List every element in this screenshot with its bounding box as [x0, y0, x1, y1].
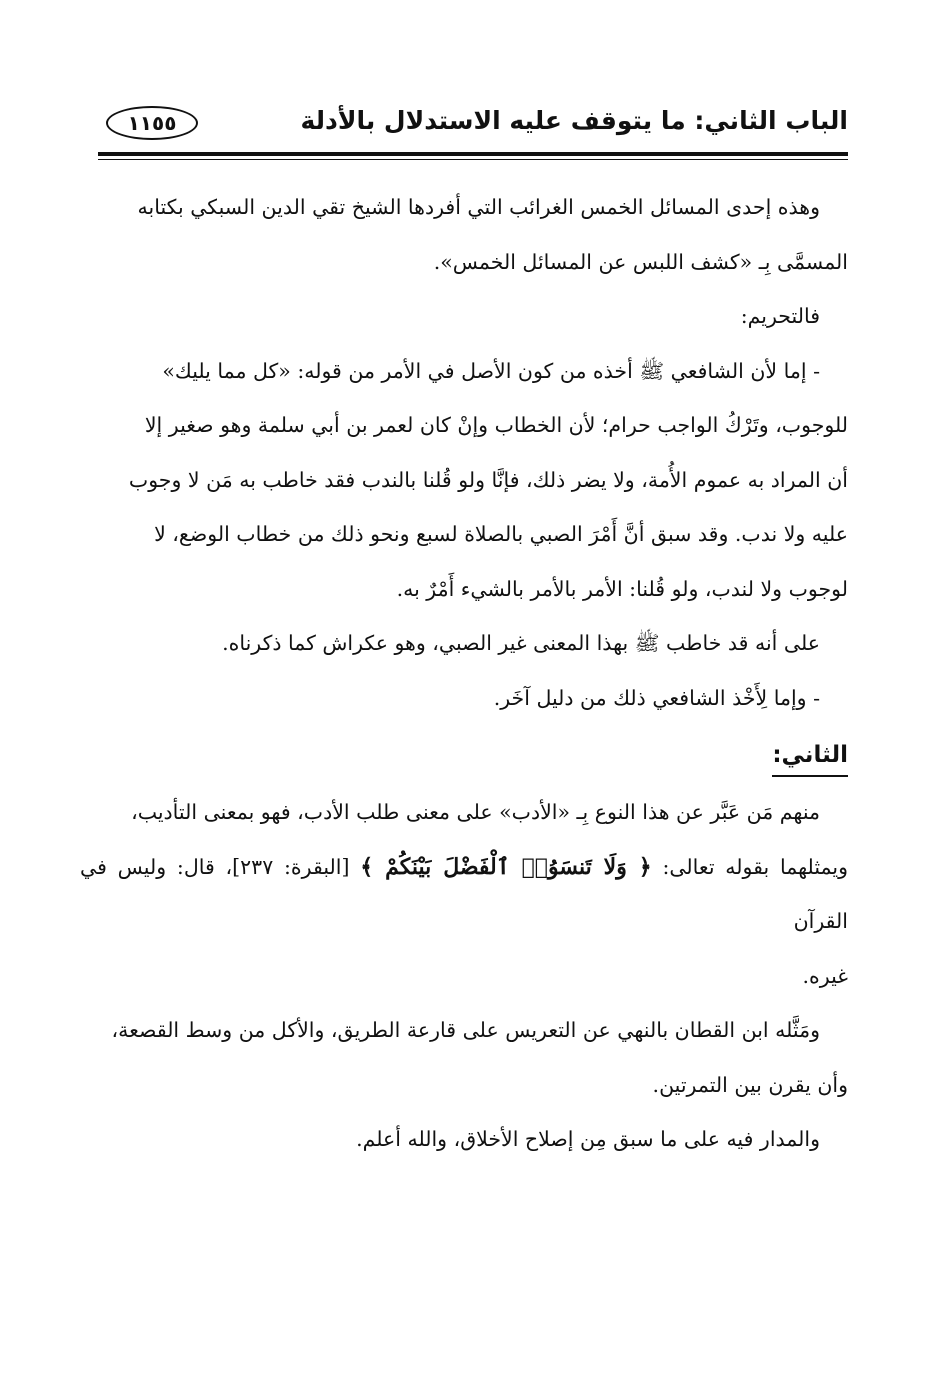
header-rule-thin	[98, 159, 848, 160]
text-segment: [البقرة: ٢٣٧]، قال: وليس في القرآن	[80, 854, 848, 933]
paragraph-line: لوجوب ولا لندب، ولو قُلنا: الأمر بالأمر بالشيء أَمْرٌ به.	[396, 576, 848, 601]
page-body	[80, 180, 848, 1167]
paragraph-line: وهذه إحدى المسائل الخمس الغرائب التي أفردها الشيخ تقي الدين السبكي بكتابه	[137, 195, 820, 219]
paragraph: على أنه قد خاطب ﷺ بهذا المعنى غير الصبي، وهو عكراش كما ذكرناه.	[222, 631, 820, 655]
paragraph-line: ومَثَّله ابن القطان بالنهي عن التعريس على قارعة الطريق، والأكل من وسط القصعة،	[111, 1018, 820, 1042]
paragraph-line: أن المراد به عموم الأُمة، ولا يضر ذلك، فإنَّا ولو قُلنا بالندب فقد خاطب به مَن لا وجوب	[128, 467, 848, 492]
section-heading-wrap	[80, 725, 848, 785]
paragraph: والمدار فيه على ما سبق مِن إصلاح الأخلاق، والله أعلم.	[356, 1127, 820, 1151]
page-header	[92, 100, 848, 150]
page-number-badge: ١١٥٥	[106, 106, 198, 140]
paragraph-line: للوجوب، وتَرْكُ الواجب حرام؛ لأن الخطاب وإنْ كان لعمر بن أبي سلمة وهو صغير إلا	[144, 413, 848, 437]
paragraph-line: عليه ولا ندب. وقد سبق أنَّ أَمْرَ الصبي بالصلاة لسبع ونحو ذلك من خطاب الوضع، لا	[154, 522, 848, 546]
paragraph: فالتحريم:	[740, 304, 820, 328]
running-title: الباب الثاني: ما يتوقف عليه الاستدلال بالأدلة	[300, 106, 848, 135]
paragraph-line: وأن يقرن بين التمرتين.	[652, 1072, 848, 1097]
paragraph-line: منهم مَن عَبَّر عن هذا النوع بِـ «الأدب» على معنى طلب الأدب، فهو بمعنى التأديب،	[131, 800, 820, 824]
paragraph: - وإما لِأَخْذ الشافعي ذلك من دليل آخَر.	[493, 685, 820, 710]
paragraph-line: غيره.	[802, 963, 848, 988]
header-rule-thick	[98, 152, 848, 156]
paragraph-line	[80, 840, 848, 949]
text-segment: ويمثلهما بقوله تعالى:	[651, 854, 848, 879]
quran-verse: ﴿ وَلَا تَنسَوُا۟ ٱلْفَضْلَ بَيْنَكُمْ ﴾	[360, 853, 652, 880]
paragraph-line: - إما لأن الشافعي ﷺ أخذه من كون الأصل في الأمر من قوله: «كل مما يليك»	[162, 358, 820, 383]
paragraph-line: المسمَّى بِـ «كشف اللبس عن المسائل الخمس».	[433, 249, 848, 274]
section-heading: الثاني:	[772, 735, 848, 777]
